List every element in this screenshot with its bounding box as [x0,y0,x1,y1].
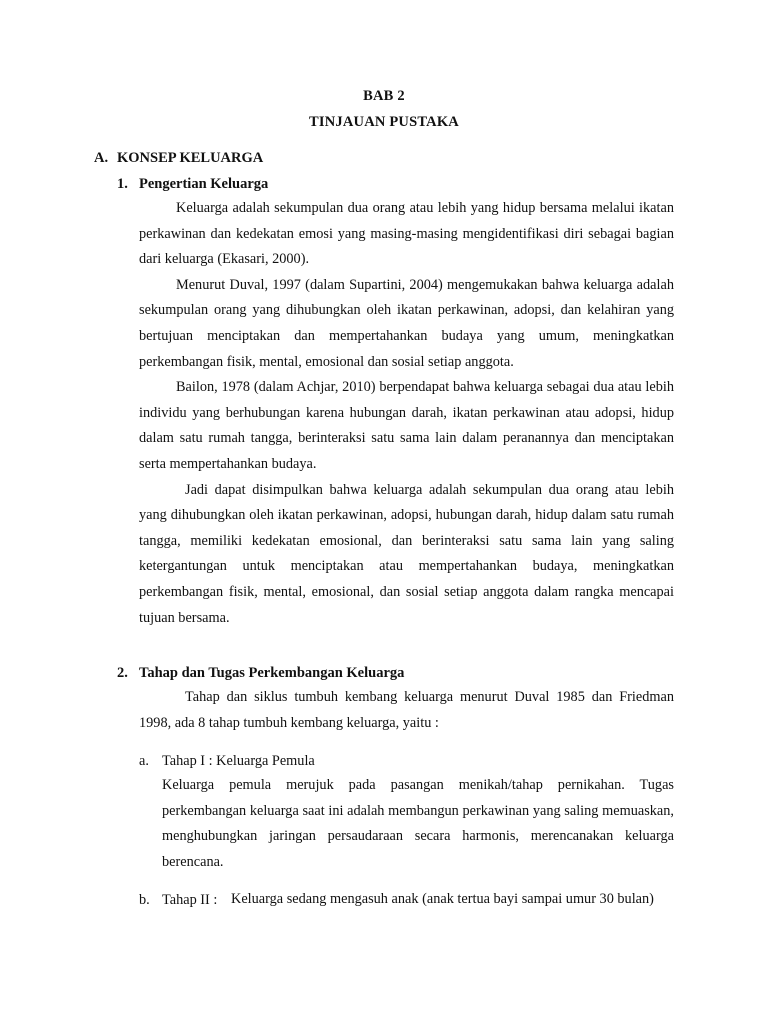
paragraph: Bailon, 1978 (dalam Achjar, 2010) berpendapat bahwa keluarga sebagai dua atau lebih individu yang berhubungan karena hubungan darah, ikatan perkawinan atau adopsi, hidup dalam satu rumah tangga, berinteraksi satu sama lain dalam peranannya dan menciptakan serta mempertahankan budaya. [139,379,674,472]
subsection-1-title: Pengertian Keluarga [139,176,269,192]
paragraph: Keluarga sedang mengasuh anak (anak tertua bayi sampai umur 30 bulan) [231,891,654,907]
paragraph: Tahap dan siklus tumbuh kembang keluarga menurut Duval 1985 dan Friedman 1998, ada 8 tahap tumbuh kembang keluarga, yaitu : [139,689,674,731]
section-a-marker: A. [94,150,109,166]
section-a-title: KONSEP KELUARGA [117,150,264,166]
chapter-title: TINJAUAN PUSTAKA [309,114,459,130]
subsection-2-intro [139,685,674,736]
item-a-title: Tahap I : Keluarga Pemula [162,753,315,769]
item-a-body [162,773,674,875]
paragraph: Menurut Duval, 1997 (dalam Supartini, 2004) mengemukakan bahwa keluarga adalah sekumpulan orang yang dihubungkan oleh ikatan perkawinan, adopsi, dan kelahiran yang bertujuan menciptakan dan mempertahankan budaya yang umum, meningkatkan perkembangan fisik, mental, emosional dan sosial setiap anggota. [139,276,674,370]
subsection-2-marker: 2. [117,665,128,681]
paragraph: Jadi dapat disimpulkan bahwa keluarga adalah sekumpulan dua orang atau lebih yang dihubungkan oleh ikatan perkawinan, adopsi, hubungan darah, hidup dalam satu rumah tangga, memiliki kedekatan emosional, dan berinteraksi satu sama lain yang saling ketergantungan untuk menciptakan atau mempertahankan budaya, meningkatkan perkembangan fisik, mental, emosional, dan sosial setiap anggota dalam rangka mencapai tujuan bersama. [139,481,674,626]
chapter-number: BAB 2 [363,88,405,104]
item-b-title: Tahap II : [162,892,218,908]
item-b-body [231,887,674,913]
item-b-marker: b. [139,892,150,908]
subsection-1-marker: 1. [117,176,128,192]
subsection-2-title: Tahap dan Tugas Perkembangan Keluarga [139,665,405,681]
paragraph: Keluarga adalah sekumpulan dua orang atau lebih yang hidup bersama melalui ikatan perkawinan dan kedekatan emosi yang masing-masing mengidentifikasi diri sebagai bagian dari keluarga (Ekasari, 2000). [139,200,674,268]
item-a-marker: a. [139,753,149,769]
paragraph: Keluarga pemula merujuk pada pasangan menikah/tahap pernikahan. Tugas perkembangan keluarga saat ini adalah membangun perkawinan yang saling memuaskan, menghubungkan jaringan persaudaraan secara harmonis, merencanakan keluarga berencana. [162,777,674,870]
subsection-1-body [139,196,674,631]
